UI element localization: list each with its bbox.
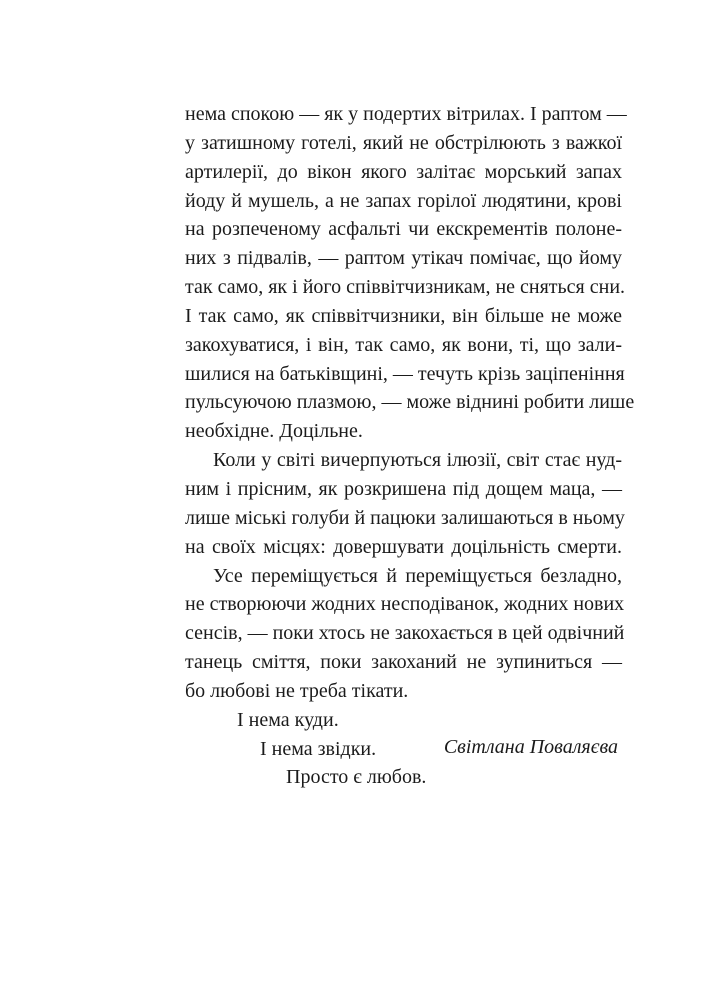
text-line: у затишному готелі, який не обстрілюють з важкої <box>185 131 622 154</box>
text-line: шилися на батьківщині, — течуть крізь заціпеніння <box>185 362 625 385</box>
stair-line: І нема звідки. <box>260 737 377 760</box>
text-line: закохуватися, і він, так само, як вони, ті, що зали- <box>185 333 622 356</box>
text-line: на розпеченому асфальті чи екскрементів полоне- <box>185 218 622 241</box>
text-line: танець сміття, поки закоханий не зупиниться — <box>185 651 622 674</box>
text-line: сенсів, — поки хтось не закохається в цей одвічний <box>185 622 625 645</box>
text-line: бо любові не треба тікати. <box>185 679 409 702</box>
text-line: пульсуючою плазмою, — може віднині робити лише <box>185 391 635 414</box>
text-line: необхідне. Доцільне. <box>185 420 363 443</box>
text-line: нема спокою — як у подертих вітрилах. І раптом — <box>185 103 627 125</box>
author-signature: Світлана Поваляєва <box>443 736 618 758</box>
text-line: йоду й мушель, а не запах горілої людятини, крові <box>185 189 622 212</box>
body-text <box>185 100 635 792</box>
text-line: ним і прісним, як розкришена під дощем маца, — <box>185 477 622 500</box>
stair-line: І нема куди. <box>237 708 339 731</box>
text-line: лише міські голуби й пацюки залишаються в ньому <box>185 506 625 529</box>
text-line: артилерії, до вікон якого залітає морський запах <box>185 160 622 183</box>
text-line: не створюючи жодних несподіванок, жодних нових <box>185 593 625 616</box>
text-line: Усе переміщується й переміщується безладно, <box>213 564 622 587</box>
text-line: так само, як і його співвітчизникам, не сняться сни. <box>185 276 626 299</box>
text-line: них з підвалів, — раптом утікач помічає, що йому <box>185 247 622 270</box>
text-line: Коли у світі вичерпуються ілюзії, світ стає нуд- <box>213 449 622 472</box>
stair-line: Просто є любов. <box>286 766 427 789</box>
text-line: І так само, як співвітчизники, він більше не може <box>185 304 622 327</box>
text-line: на своїх місцях: довершувати доцільність смерти. <box>185 535 622 558</box>
